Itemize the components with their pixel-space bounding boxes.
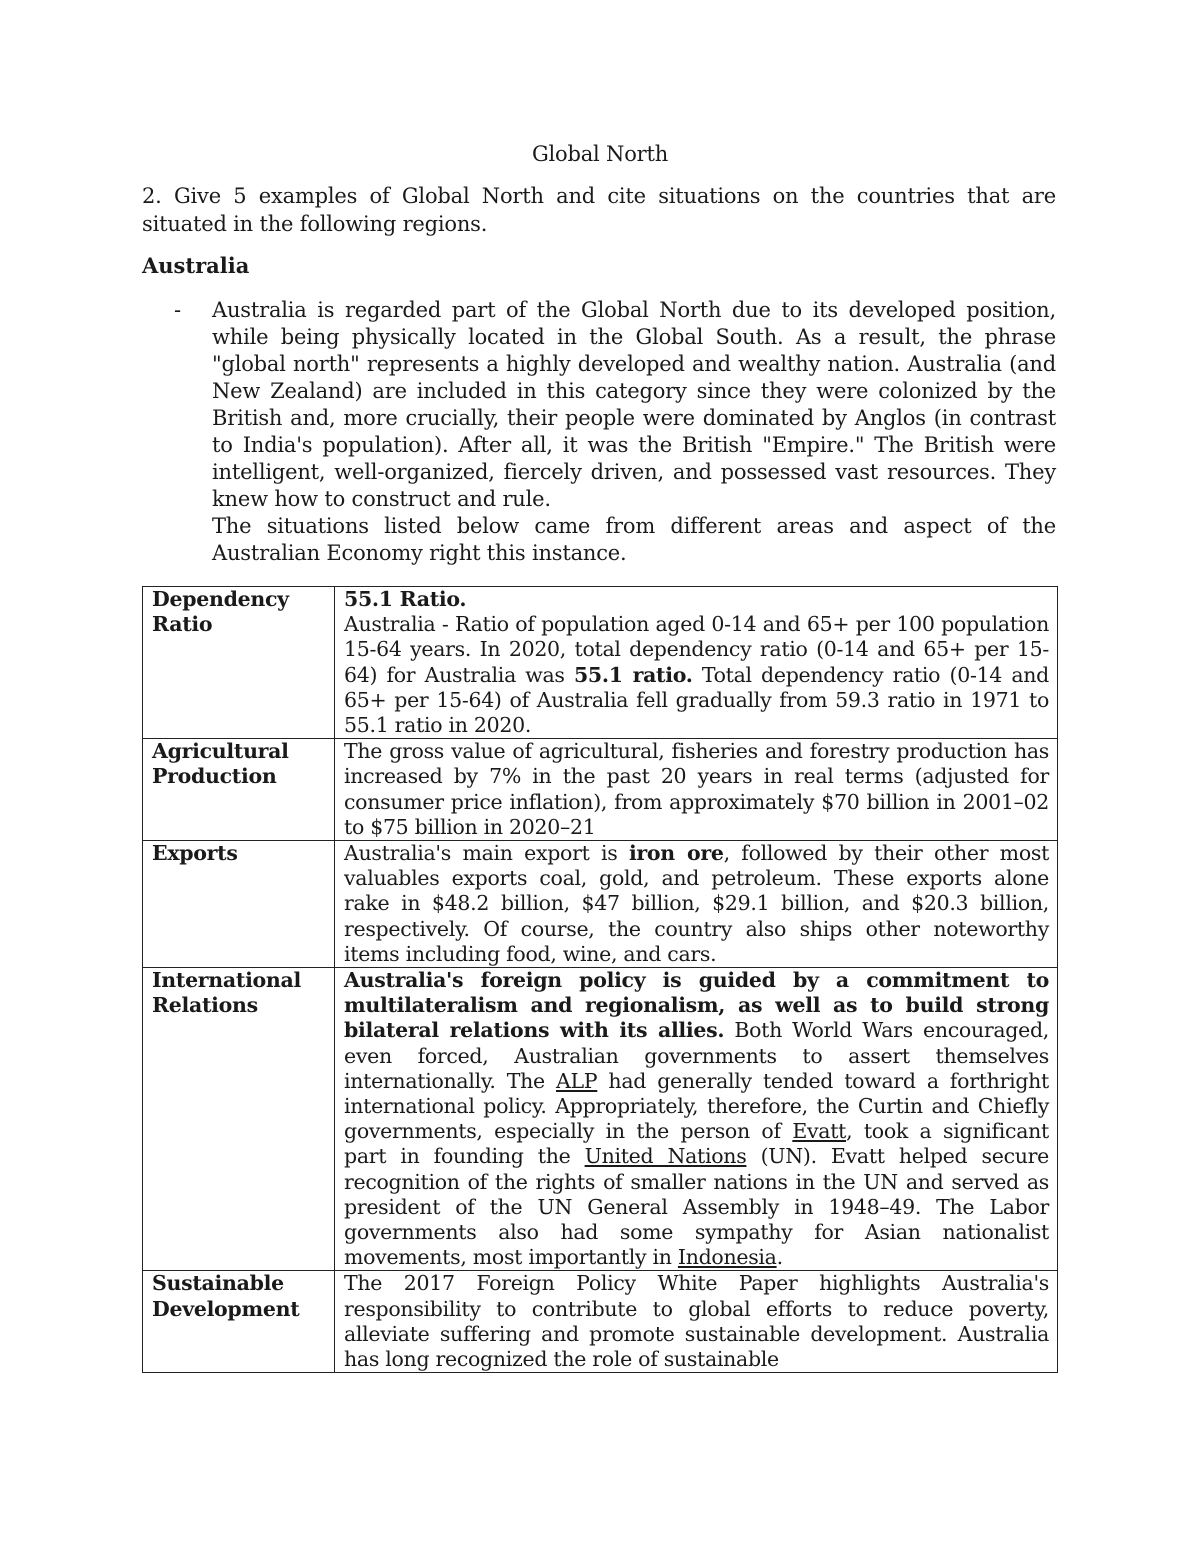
table-row [143,739,1058,841]
link-evatt[interactable]: Evatt [792,1119,847,1144]
question-text: 2. Give 5 examples of Global North and cite situations on the countries that are situated in the following regions. [142,184,1056,236]
intro-paragraph: Australia is regarded part of the Global North due to its developed position, while being physically located in the Global South. As a result, the phrase "global north" represents a highly developed and wealthy nation. Australia (and New Zealand) are included in this category since they were colonized by the British and, more crucially, their people were dominated by Anglos (in contrast to India's population). After all, it was the British "Empire." The British were intelligent, well-organized, fiercely driven, and possessed vast resources. They knew how to construct and rule. [212,298,1056,511]
relations-text-c: , took a significant part in founding the [344,1119,1049,1169]
table-row [143,587,1058,739]
section-heading: Australia [142,253,250,278]
dependency-bold-value: 55.1 ratio. [573,662,693,687]
relations-text-d: (UN). Evatt helped secure recognition of the rights of smaller nations in the UN and served as president of the UN General Assembly in 1948–49. The Labor governments also had some sympathy for Asian nationalist movements, most importantly in [344,1144,1049,1270]
table-row [143,1271,1058,1373]
row-label-sustainable-development: Sustainable Development [143,1271,335,1373]
relations-text-a: Both World Wars encouraged, even forced, Australian governments to assert themselves internationally. The [344,1018,1049,1093]
bullet-marker: - [174,298,182,322]
row-content-agricultural-production: The gross value of agricultural, fisheries and forestry production has increased by 7% in the past 20 years in real terms (adjusted for consumer price inflation), from approximately $70 billion in 2001–02 to $75 billion in 2020–21 [335,739,1058,841]
link-indonesia[interactable]: Indonesia [677,1245,777,1270]
row-label-exports: Exports [143,841,335,968]
table-row [143,841,1058,968]
situations-paragraph: The situations listed below came from different areas and aspect of the Australian Economy right this instance. [212,514,1056,565]
row-content-sustainable-development: The 2017 Foreign Policy White Paper highlights Australia's responsibility to contribute to global efforts to reduce poverty, alleviate suffering and promote sustainable development. Australia has long recognized the role of sustainable [335,1271,1058,1373]
dependency-ratio-heading: 55.1 Ratio. [344,587,467,611]
exports-text-a: Australia's main export is [344,841,629,866]
link-united-nations[interactable]: United Nations [584,1144,747,1169]
table-row [143,968,1058,1271]
page-title: Global North [531,142,669,166]
exports-bold-iron-ore: iron ore [628,841,724,866]
row-content-dependency-ratio [335,587,1058,739]
row-content-international-relations [335,968,1058,1271]
relations-text-e: . [776,1245,783,1270]
relations-text-b: had generally tended toward a forthright international policy. Appropriately, therefore, the Curtin and Chiefly governments, especially in the person of [344,1068,1049,1144]
row-content-exports [335,841,1058,968]
link-alp[interactable]: ALP [555,1068,598,1093]
row-label-international-relations: International Relations [143,968,335,1271]
dependency-text-a: Australia - Ratio of population aged 0-14 and 65+ per 100 population 15-64 years. In 2020, total dependency ratio (0-14 and 65+ per 15-64) for Australia was [344,612,1049,687]
exports-text-b: , followed by their other most valuables exports coal, gold, and petroleum. These exports alone rake in $48.2 billion, $47 billion, $29.1 billion, and $20.3 billion, respectively. Of course, the country also ships other noteworthy items including food, wine, and cars. [344,841,1050,966]
bullet-body [212,297,1056,567]
relations-bold-lead: Australia's foreign policy is guided by a commitment to multilateralism and regionalism, as well as to build strong bilateral relations with its allies. [344,968,1049,1043]
row-label-agricultural-production: Agricultural Production [143,739,335,841]
situations-table [142,586,1058,1373]
row-label-dependency-ratio: Dependency Ratio [143,587,335,739]
dependency-text-b: Total dependency ratio (0-14 and 65+ per 15-64) of Australia fell gradually from 59.3 ratio in 1971 to 55.1 ratio in 2020. [344,662,1049,738]
